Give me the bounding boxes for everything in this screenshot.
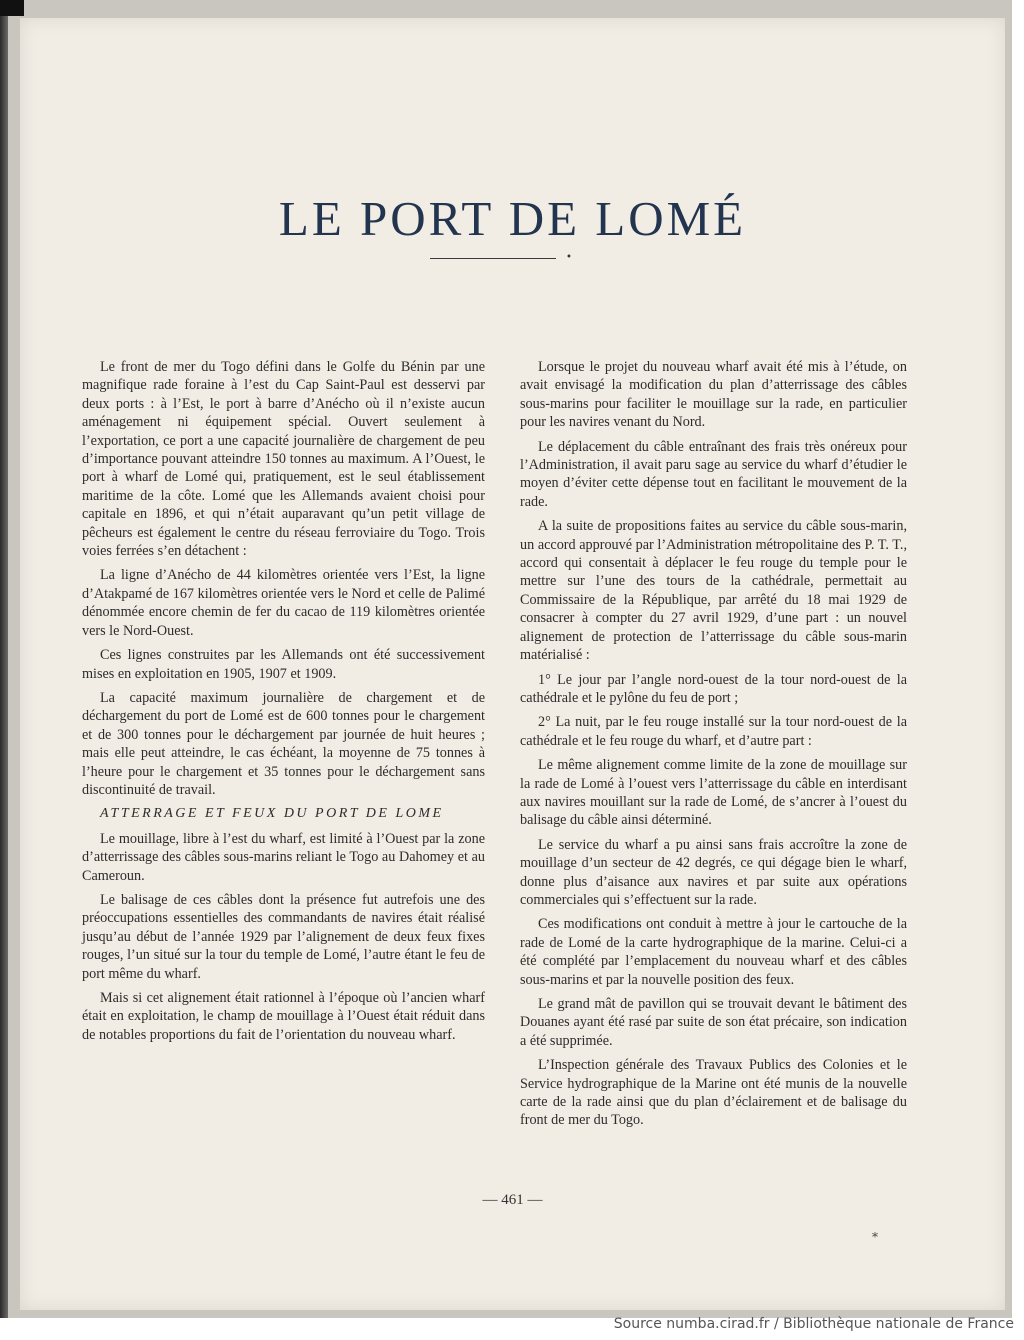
page-number: — 461 —: [482, 1192, 543, 1208]
page-title: LE PORT DE LOMÉ: [278, 191, 747, 246]
binding-tab: [0, 0, 24, 16]
paragraph: L’Inspection générale des Travaux Publics des Colonies et le Service hydrographique de la Marine ont été munis de la nouvelle carte de la rade ainsi que du plan d’éclairement et de balisage du front de mer du Togo.: [520, 1057, 907, 1129]
paragraph: La capacité maximum journalière de chargement et de déchargement du port de Lomé est de 600 tonnes pour le chargement et de 300 tonnes pour le déchargement par journée de huit heures ; mais elle peut atteindre, le cas échéant, la moyenne de 75 tonnes à l’heure pour le chargement et 35 tonnes pour le déchargement sans discontinuité de travail.: [82, 689, 485, 798]
paragraph: 2° La nuit, par le feu rouge installé sur la tour nord-ouest de la cathédrale et le feu rouge du wharf, et d’autre part :: [520, 714, 907, 749]
paragraph: Le déplacement du câble entraînant des frais très onéreux pour l’Administration, il avait paru sage au service du wharf d’étudier le moyen d’éviter cette dépense tout en facilitant le mouvement de la rade.: [520, 438, 907, 510]
left-column: [82, 358, 485, 1050]
right-column: [520, 358, 907, 1136]
source-credit: Source numba.cirad.fr / Bibliothèque nationale de France: [613, 1316, 1014, 1332]
footer-mark: *: [872, 1230, 878, 1244]
paragraph: Le grand mât de pavillon qui se trouvait devant le bâtiment des Douanes ayant été rasé par suite de son état précaire, son indication a été supprimée.: [520, 996, 907, 1049]
title-rule: [430, 258, 556, 259]
paragraph: Le balisage de ces câbles dont la présence fut autrefois une des préoccupations essentielles des commandants de navires était réalisé jusqu’au début de l’année 1929 par l’alignement de deux feux fixes rouges, l’un situé sur la tour du temple de Lomé, l’autre étant le feu de port même du wharf.: [82, 891, 485, 982]
paragraph: A la suite de propositions faites au service du câble sous-marin, un accord approuvé par l’Administration métropolitaine des P. T. T., accord qui consentait à déplacer le feu rouge du temple pour le mettre sur l’une des tours de la cathédrale, permettait au Commissaire de la République, par arrêté du 18 mai 1929 de consacrer à compter du 27 avril 1929, d’une part : un nouvel alignement de protection de l’atterrissage du câble sous-marin matérialisé :: [520, 518, 907, 664]
paragraph: Le même alignement comme limite de la zone de mouillage sur la rade de Lomé à l’ouest vers l’atterrissage du câble en interdisant aux navires mouillant sur la rade de Lomé, de s’ancrer à l’ouest du balisage du câble ainsi déterminé.: [520, 757, 907, 829]
paragraph: Le front de mer du Togo défini dans le Golfe du Bénin par une magnifique rade foraine à l’est du Cap Saint-Paul est desservi par deux ports : à l’Est, le port à barre d’Anécho où il n’existe aucun aménagement ni équipement spécial. Ouvert seulement à l’exportation, ce port a une capacité journalière de chargement de peu d’importance pouvant atteindre 150 tonnes au maximum. A l’Ouest, le port à wharf de Lomé qui, pratiquement, est le seul établissement maritime de la côte. Lomé que les Allemands avaient choisi pour capitale en 1896, et qui n’était auparavant qu’un petit village de pêcheurs est également le centre du réseau ferroviaire du Togo. Trois voies ferrées s’en détachent :: [82, 359, 485, 560]
paragraph: La ligne d’Anécho de 44 kilomètres orientée vers l’Est, la ligne d’Atakpamé de 167 kilomètres orientée vers le Nord et celle de Palimé dénommée encore chemin de fer du cacao de 119 kilomètres orientée vers le Nord-Ouest.: [82, 567, 485, 639]
paragraph: Lorsque le projet du nouveau wharf avait été mis à l’étude, on avait envisagé la modification du plan d’atterrissage des câbles sous-marins pour faciliter le mouillage sur la rade, en particulier pour les navires venant du Nord.: [520, 359, 907, 431]
paragraph: Le service du wharf a pu ainsi sans frais accroître la zone de mouillage d’un secteur de 42 degrés, ce qui dégage bien le wharf, donne plus d’aisance aux navires et par suite aux opérations commerciales qui s’effectuent sur la rade.: [520, 836, 907, 908]
section-heading: ATTERRAGE ET FEUX DU PORT DE LOME: [100, 806, 444, 822]
paragraph: Ces modifications ont conduit à mettre à jour le cartouche de la rade de Lomé de la carte hydrographique de la marine. Celui-ci a été complété par l’emplacement du nouveau wharf et des câbles sous-marins et par la nouvelle position des feux.: [520, 916, 907, 988]
binding-edge: [0, 0, 8, 1318]
paragraph: Le mouillage, libre à l’est du wharf, est limité à l’Ouest par la zone d’atterrissage des câbles sous-marins reliant le Togo au Dahomey et au Cameroun.: [82, 830, 485, 884]
paragraph: Mais si cet alignement était rationnel à l’époque où l’ancien wharf était en exploitation, le champ de mouillage à l’Ouest était réduit dans de notables proportions du fait de l’orientation du nouveau wharf.: [82, 990, 485, 1043]
title-ornament-dot: •: [566, 252, 572, 263]
paragraph: 1° Le jour par l’angle nord-ouest de la tour nord-ouest de la cathédrale et le pylône du feu de port ;: [520, 671, 907, 706]
document-page: [20, 18, 1005, 1310]
paragraph: Ces lignes construites par les Allemands ont été successivement mises en exploitation en 1905, 1907 et 1909.: [82, 647, 485, 682]
